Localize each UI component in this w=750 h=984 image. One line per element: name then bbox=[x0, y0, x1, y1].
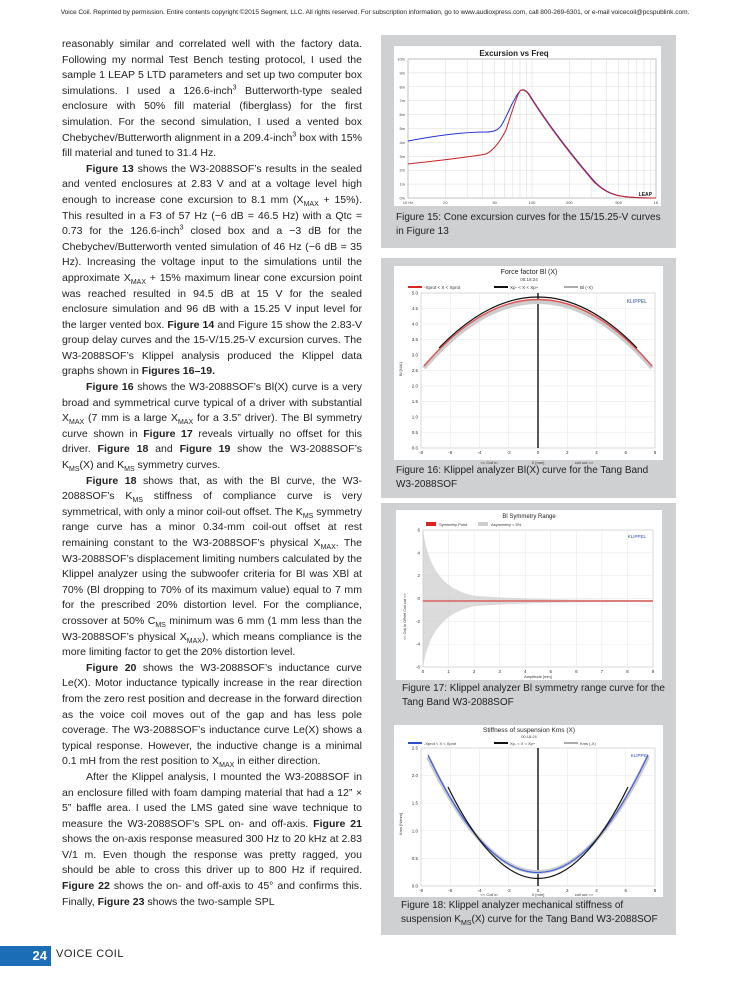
x-tick-label: -2 bbox=[506, 888, 511, 893]
svg-text:coil out >>: coil out >> bbox=[574, 460, 594, 465]
x-tick-label: 0 bbox=[536, 450, 540, 455]
figure-15-panel bbox=[381, 35, 676, 248]
chart-title: Force factor Bl (X) bbox=[500, 269, 558, 276]
svg-text:00:18:24: 00:18:24 bbox=[521, 734, 537, 739]
x-tick-label: 6 bbox=[624, 450, 628, 455]
x-tick-label: 2 bbox=[472, 669, 476, 674]
paragraph: reasonably similar and correlated well with the factory data. Following my normal Test Bench testing protocol, I used the sample 1 LEAP 5 LTD parameters and set up two computer box simulations. I used a 126.6-inch$^3$ Butterworth-type sealed enclosure with 50% fill material (fiberglass) for the first simulation. For the second simulation, I used a vented box Chebychev/Butterworth alignment in a 209.4-inch$^3$ box with 15% fill material and tuned to 31.4 Hz. bbox=[62, 38, 362, 160]
y-tick-label: 6m bbox=[399, 112, 405, 118]
x-tick-label: 0 bbox=[421, 669, 425, 674]
x-tick-label: 8 bbox=[626, 669, 629, 674]
x-tick-label: 100 bbox=[528, 200, 536, 205]
chart-title: Stiffness of suspension Kms (X) bbox=[482, 727, 576, 734]
bl-chart bbox=[394, 266, 663, 465]
svg-text:X [mm]: X [mm] bbox=[531, 460, 545, 465]
x-tick-label: -4 bbox=[477, 888, 482, 893]
y-tick-label: 4.5 bbox=[411, 306, 418, 311]
paragraph: Figure 16 shows the W3-2088SOF’s Bl(X) curve is a very broad and symmetrical curve typical of a driver with substantial $X_{MAX}$ (7 mm is a large $X_{MAX}$ for a 3.5” driver). The Bl symmetry curve shown in Figure 17 reveals virtually no offset for this driver. Figure 18 and Figure 19 show the W3-2088SOF’s $K_{MS}(X)$ and $K_{MS}$ symmetry curves. bbox=[62, 381, 363, 474]
article-body bbox=[62, 37, 362, 910]
x-tick-label: 1 bbox=[447, 669, 450, 674]
svg-text:Asymmetry < 5%: Asymmetry < 5% bbox=[491, 522, 522, 527]
svg-text:<< Coil in Offset Coil: << Coil in Offset Coil out >> bbox=[403, 593, 407, 640]
svg-text:Bl (-X): Bl (-X) bbox=[580, 285, 593, 290]
figure-16-caption: Figure 16: Klippel analyzer Bl(X) curve for the Tang Band W3-2088SOF bbox=[396, 465, 649, 490]
figure-17-panel bbox=[381, 503, 676, 730]
figure-17-caption: Figure 17: Klippel analyzer Bl symmetry range curve for the Tang Band W3-2088SOF bbox=[402, 683, 665, 708]
x-tick-label: 50 bbox=[492, 200, 497, 205]
page-header: Voice Coil. Reprinted by permission. Entire contents copyright ©2015 Segment, LLC. All rights reserved. For subscription information, go to www.audioxpress.com, call 800-269-6301, or e-mail voicecoil@pcspublink.com. bbox=[60, 9, 690, 16]
paragraph: Figure 20 shows the W3-2088SOF’s inductance curve Le(X). Motor inductance typically increase in the rear direction from the zero rest position and decrease in the forward direction as the voice coil moves out of the gap and has less pole coverage. The W3-2088SOF’s inductance curve Le(X) shows a typical response. However, the inductive change is a minimal 0.1 mH from the rest position to $X_{MAX}$ in either direction. bbox=[62, 661, 362, 770]
y-tick-label: -6 bbox=[415, 664, 420, 670]
x-tick-label: 9 bbox=[651, 669, 655, 674]
y-tick-label: 2.5 bbox=[411, 745, 418, 751]
x-tick-label: 1K bbox=[653, 200, 659, 205]
x-tick-label: 4 bbox=[523, 669, 527, 674]
figure-18-panel bbox=[381, 723, 676, 935]
x-tick-label: 6 bbox=[624, 888, 628, 893]
y-tick-label: 1.5 bbox=[411, 800, 418, 806]
y-tick-label: 3.0 bbox=[411, 352, 418, 358]
x-tick-label: -8 bbox=[418, 450, 424, 455]
y-tick-label: 9m bbox=[399, 70, 405, 76]
svg-text:KLIPPEL: KLIPPEL bbox=[627, 534, 646, 539]
y-tick-label: 5.0 bbox=[411, 290, 418, 296]
y-tick-label: 2 bbox=[417, 573, 420, 579]
y-tick-label: 2.0 bbox=[411, 383, 418, 389]
excursion-chart bbox=[394, 46, 661, 206]
bl-chart-svg bbox=[394, 266, 663, 465]
svg-text:00:18:24: 00:18:24 bbox=[520, 277, 538, 282]
svg-text:Xp- < X < Xp+: Xp- < X < Xp+ bbox=[510, 285, 539, 290]
y-tick-label: 5m bbox=[399, 126, 405, 131]
y-tick-label: 10m bbox=[397, 56, 405, 62]
svg-text:Symmetry Point: Symmetry Point bbox=[439, 522, 468, 527]
y-tick-label: 4 bbox=[417, 550, 420, 556]
svg-text:Kms [N/mm]: Kms [N/mm] bbox=[398, 813, 403, 835]
y-tick-label: 1.0 bbox=[411, 414, 418, 420]
svg-text:KLIPPEL: KLIPPEL bbox=[626, 299, 647, 305]
chart-title: Bl Symmetry Range bbox=[502, 514, 556, 520]
y-tick-label: 2.5 bbox=[411, 368, 418, 373]
y-tick-label: 1.5 bbox=[411, 399, 418, 404]
x-tick-label: 0 bbox=[536, 888, 540, 893]
x-tick-label: 5 bbox=[549, 669, 553, 674]
y-tick-label: 0.5 bbox=[411, 430, 418, 435]
y-tick-label: -2 bbox=[415, 618, 420, 624]
y-tick-label: 0.5 bbox=[411, 855, 418, 861]
page-number: 24 bbox=[0, 946, 51, 966]
y-tick-label: 0.0 bbox=[411, 883, 418, 889]
y-tick-label: 2.0 bbox=[411, 773, 418, 779]
x-tick-label: -2 bbox=[506, 450, 511, 455]
figure-16-panel bbox=[381, 258, 676, 498]
x-tick-label: 2 bbox=[565, 450, 569, 455]
x-tick-label: 2 bbox=[565, 888, 569, 893]
svg-text:coil out >>: coil out >> bbox=[574, 892, 594, 897]
x-tick-label: 4 bbox=[595, 888, 598, 893]
y-tick-label: 1.0 bbox=[411, 828, 418, 834]
x-tick-label: 500 bbox=[615, 200, 623, 205]
x-tick-label: 6 bbox=[575, 669, 578, 674]
svg-text:Xp- < X < Xp+: Xp- < X < Xp+ bbox=[510, 741, 536, 746]
y-tick-label: 3m bbox=[399, 153, 405, 159]
leap-logo: LEAP bbox=[638, 192, 652, 198]
bl-symmetry-chart bbox=[396, 510, 662, 680]
bl-symmetry-chart-svg bbox=[396, 510, 662, 680]
paragraph: Figure 18 shows that, as with the Bl curve, the W3-2088SOF’s $K_{MS}$ stiffness of compliance curve is very symmetrical, with only a minor coil-out offset. The $K_{MS}$ symmetry range curve has a minor 0.34-mm coil-out offset at rest remaining constant to the W3-2088SOF’s physical $X_{MAX}$. The W3-2088SOF’s displacement limiting numbers calculated by the Klippel analyzer using the subwoofer criteria for Bl was XBl at 70% (Bl dropping to 70% of its maximum value) equal to 7 mm for the prescribed 20% distortion level. For the compliance, crossover at 50% $C_{MS}$ minimum was 6 mm (1 mm less than the W3-2088SOF’s physical $X_{MAX}$), which means compliance is the more limiting factor to get the 20% distortion level. bbox=[62, 474, 363, 659]
y-tick-label: 0m bbox=[399, 195, 405, 201]
publication-title: VOICE COIL bbox=[56, 948, 124, 960]
y-tick-label: 0 bbox=[417, 596, 420, 601]
svg-text:-Xprot < X < Xprot: -Xprot < X < Xprot bbox=[424, 285, 461, 290]
kms-chart-svg bbox=[394, 725, 663, 897]
x-tick-label: 10 Hz bbox=[402, 200, 414, 205]
svg-text:<< Coil in: << Coil in bbox=[480, 892, 498, 897]
x-tick-label: -4 bbox=[477, 450, 482, 455]
y-tick-label: 0.0 bbox=[411, 445, 418, 451]
kms-chart bbox=[394, 725, 663, 897]
excursion-chart-svg bbox=[394, 46, 661, 206]
x-tick-label: 200 bbox=[565, 200, 573, 205]
figure-15-caption: Figure 15: Cone excursion curves for the 15/15.25-V curves in Figure 13 bbox=[396, 212, 661, 237]
paragraph: Figure 13 shows the W3-2088SOF’s results in the sealed and vented enclosures at 2.83 V and at a voltage level high enough to increase cone excursion to 8.1 mm $(X_{MAX} + 15\%)$. This resulted in a F3 of 57 Hz (−6 dB = 46.5 Hz) with a Qtc = 0.73 for the 126.6-inch$^3$ closed box and a −3 dB for the Chebychev/Butterworth vented simulation of 46 Hz (−6 dB = 35 Hz). Increasing the voltage input to the simulations until the approximate $X_{MAX} + 15\%$ maximum linear cone excursion point was reached resulted in 94.5 dB at 15 V for the sealed enclosure simulation and 96 dB with a 15.25 V input level for the larger vented box. Figure 14 and Figure 15 show the 2.83-V group delay curves and the 15-V/15.25-V excursion curves. The W3-2088SOF’s Klippel analysis produced the Klippel data graphs shown in Figures 16–19. bbox=[62, 162, 362, 378]
x-tick-label: 8 bbox=[653, 450, 657, 455]
y-tick-label: 7m bbox=[399, 98, 405, 104]
svg-text:Amplitude [mm]: Amplitude [mm] bbox=[524, 674, 552, 679]
x-tick-label: -6 bbox=[448, 888, 453, 893]
svg-text:KLIPPEL: KLIPPEL bbox=[630, 753, 649, 758]
y-tick-label: 4.0 bbox=[411, 321, 418, 327]
y-tick-label: 2m bbox=[399, 167, 405, 173]
y-tick-label: 1m bbox=[399, 181, 405, 187]
figure-18-caption: Figure 18: Klippel analyzer mechanical stiffness of suspension $K_{MS}(X)$ curve for the Tang Band W3-2088SOF bbox=[401, 900, 658, 927]
x-tick-label: 20 bbox=[443, 200, 448, 205]
x-tick-label: 8 bbox=[653, 888, 657, 893]
y-tick-label: 6 bbox=[417, 527, 420, 533]
x-tick-label: 3 bbox=[498, 669, 501, 674]
svg-text:Bl [N/A]: Bl [N/A] bbox=[398, 362, 403, 376]
paragraph: After the Klippel analysis, I mounted the W3-2088SOF in an enclosure filled with foam damping material that had a 12” × 5” baffle area. I used the LMS gated sine wave technique to measure the W3-2088SOF’s SPL on- and off-axis. Figure 21 shows the on-axis response measured 300 Hz to 20 kHz at 2.83 V/1 m. Even though the response was pretty ragged, you should be able to cross this driver up to 800 Hz if required. Figure 22 shows the on- and off-axis to 45° and confirms this. Finally, Figure 23 shows the two-sample SPL bbox=[62, 770, 363, 908]
svg-text:X [mm]: X [mm] bbox=[531, 892, 545, 897]
svg-text:<< Coil in: << Coil in bbox=[480, 460, 498, 465]
y-tick-label: 3.5 bbox=[411, 337, 418, 342]
x-tick-label: 7 bbox=[600, 669, 604, 674]
chart-title: Excursion vs Freq bbox=[479, 49, 549, 58]
y-tick-label: 4m bbox=[399, 139, 405, 145]
x-tick-label: -6 bbox=[448, 450, 453, 455]
svg-text:-Xprot < X < Xprot: -Xprot < X < Xprot bbox=[424, 741, 457, 746]
y-tick-label: -4 bbox=[415, 641, 420, 647]
x-tick-label: -8 bbox=[418, 888, 424, 893]
y-tick-label: 8m bbox=[399, 84, 405, 90]
svg-text:Kms (-X): Kms (-X) bbox=[580, 741, 596, 746]
x-tick-label: 4 bbox=[595, 450, 598, 455]
